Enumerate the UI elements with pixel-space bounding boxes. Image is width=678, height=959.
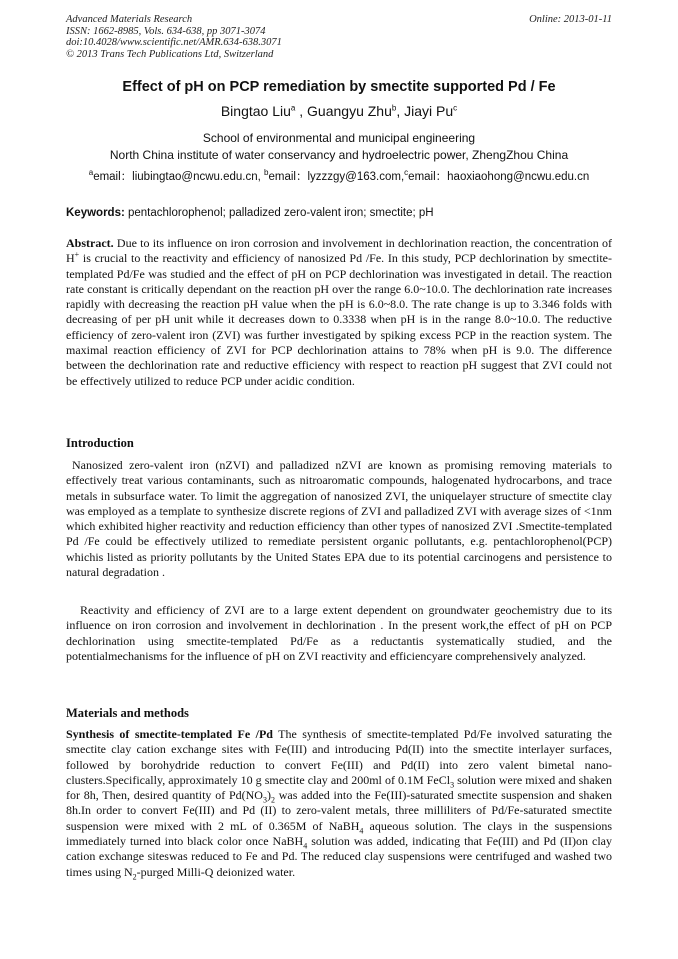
- email-sup: b: [264, 168, 269, 178]
- affiliation-institute: North China institute of water conservancy and hydroelectric power, ZhengZhou China: [109, 148, 569, 162]
- methods-text: The synthesis of smectite-templated Pd/Fe involved saturating the smectite clay cation exchange sites with Fe(III) and introducing Pd(II) into the smectite interlayer surfaces, followed by borohydride reduction to convert Fe(III) and Pd(II) into zero valent bimetal nano-clusters.Specifically, approximately 10 g smectite clay and 200ml of 0.1M FeCl: [66, 727, 613, 787]
- abstract-text: is crucial to the reactivity and efficiency of nanosized Pd /Fe. In this study, PCP dechlorination by smectite-templated Pd/Fe was studied and the effect of pH on PCP dechlorination was investigated in detail. The reaction rate constant is critically dependant on the reaction pH over the range 6.0~10.0. The dechlorination rate increases rapidly with decreasing the reaction pH value when the pH is 6.0~8.0. The rate change is up to 3.346 folds with decreasing of per pH unit while it decreases down to 0.3338 when pH is in the range 8.0~10.0. The reductive efficiency of zero-valent iron (ZVI) was further investigated by spiking excess PCP in the reaction system. The maximal reaction efficiency of ZVI for PCP dechlorination attains to 78% when pH is 9.0. The difference between the dechlorination rate and reductive efficiency with respect to reaction pH suggest that ZVI could not be effectively utilized to reduce PCP under acidic condition.: [66, 251, 612, 388]
- methods-text: solution was added, indicating that Fe(III) and Pd (II)on clay cation exchange siteswas reduced to Fe and Pd. The reduced clay suspensions were centrifuged and washed two times using N: [66, 834, 613, 879]
- author-sep: ,: [295, 103, 308, 119]
- methods-sub: 2: [270, 795, 275, 805]
- email-c: email：haoxiaohong@ncwu.edu.cn: [408, 171, 590, 183]
- methods-text: was added into the Fe(III)-saturated smectite suspension and shaken 8h.In order to convert Fe(III) and Pd (II) to zero-valent metals, three milliliters of Pd/Fe-saturated smectite suspension were mixed with 2 mL of 0.365M of NaBH: [66, 788, 612, 833]
- methods-sub: 3: [450, 780, 455, 790]
- author-name: Bingtao Liu: [220, 103, 291, 119]
- author-name: Guangyu Zhu: [307, 103, 392, 119]
- introduction-paragraph-1: Nanosized zero-valent iron (nZVI) and palladized nZVI are known as promising removing materials to effectively treat various contaminants, such as nitroaromatic compounds, halogenated hydrocarbons, and trace metals in subsurface water. To limit the aggregation of nanosized ZVI, the uniquelayer structure of smectite clay was employed as a template to synthesize discrete regions of ZVI and palladized ZVI with average sizes of <1nm which exhibited higher reactivity and reduction efficiency than other types of nanosized ZVI .Smectite-templated Pd /Fe could be effectively utilized to remediate persistent organic pollutants, e.g. pentachlorophenol(PCP) whichis listed as priority pollutants by the United States EPA due to its potential carcinogens and persistence to natural degradation .: [66, 458, 612, 580]
- keywords-label: Keywords:: [66, 207, 125, 219]
- abstract-label: Abstract.: [66, 236, 114, 250]
- methods-sub: 4: [359, 826, 364, 836]
- email-b: email：lyzzzgy@163.com,: [268, 171, 405, 183]
- email-sup: a: [88, 168, 94, 178]
- author-sup: b: [391, 103, 397, 113]
- journal-header: [66, 14, 282, 60]
- author-name: Jiayi Pu: [404, 103, 454, 119]
- methods-heading: Materials and methods: [66, 706, 189, 720]
- copyright-line: © 2013 Trans Tech Publications Ltd, Switzerland: [66, 48, 274, 60]
- methods-sub: 3: [262, 795, 267, 805]
- issn-line: ISSN: 1662-8985, Vols. 634-638, pp 3071-3074: [66, 25, 266, 37]
- doi-line: doi:10.4028/www.scientific.net/AMR.634-638.3071: [66, 37, 282, 48]
- email-a: email：liubingtao@ncwu.edu.cn,: [93, 171, 265, 183]
- author-sep: ,: [396, 103, 405, 119]
- introduction-paragraph-2: Reactivity and efficiency of ZVI are to a large extent dependent on groundwater geochemistry due to its influence on iron corrosion and involvement in dechlorination . In the present work,the effect of pH on PCP dechlorination using smectite-templated Pd/Fe as a reductantis systematically studied, and the potentialmechanisms for the influence of pH on ZVI reactivity and efficiencyare comprehensively analyzed.: [66, 603, 612, 663]
- abstract: [66, 236, 612, 389]
- abstract-sup: +: [74, 250, 80, 260]
- methods-sub: 4: [303, 841, 308, 851]
- methods-text: -purged Milli-Q deionized water.: [136, 864, 296, 879]
- keywords-text: pentachlorophenol; palladized zero-valent iron; smectite; pH: [124, 207, 434, 219]
- methods-text: ): [266, 788, 271, 803]
- methods-text: solution were mixed and shaken for 8h, Then, desired quantity of Pd(NO: [66, 772, 612, 803]
- email-sup: c: [404, 168, 409, 178]
- methods-text: aqueous solution. The clays in the suspensions immediately turned into black color once NaBH: [66, 818, 612, 849]
- keywords: [66, 207, 612, 219]
- email-line: [0, 168, 678, 184]
- affiliation-school: School of environmental and municipal engineering: [202, 131, 476, 145]
- abstract-text: Due to its influence on iron corrosion and involvement in dechlorination reaction, the concentration of H: [66, 236, 612, 266]
- author-list: [0, 103, 678, 119]
- introduction-heading: Introduction: [66, 436, 134, 450]
- author-sup: c: [453, 103, 458, 113]
- paper-title: Effect of pH on PCP remediation by smectite supported Pd / Fe: [122, 79, 556, 95]
- methods-subheading: Synthesis of smectite-templated Fe /Pd: [66, 727, 273, 741]
- journal-name: Advanced Materials Research: [66, 14, 193, 25]
- author-sup: a: [290, 103, 296, 113]
- methods-paragraph: [66, 727, 612, 880]
- online-date: Online: 2013-01-11: [529, 14, 612, 25]
- methods-sub: 2: [132, 872, 137, 882]
